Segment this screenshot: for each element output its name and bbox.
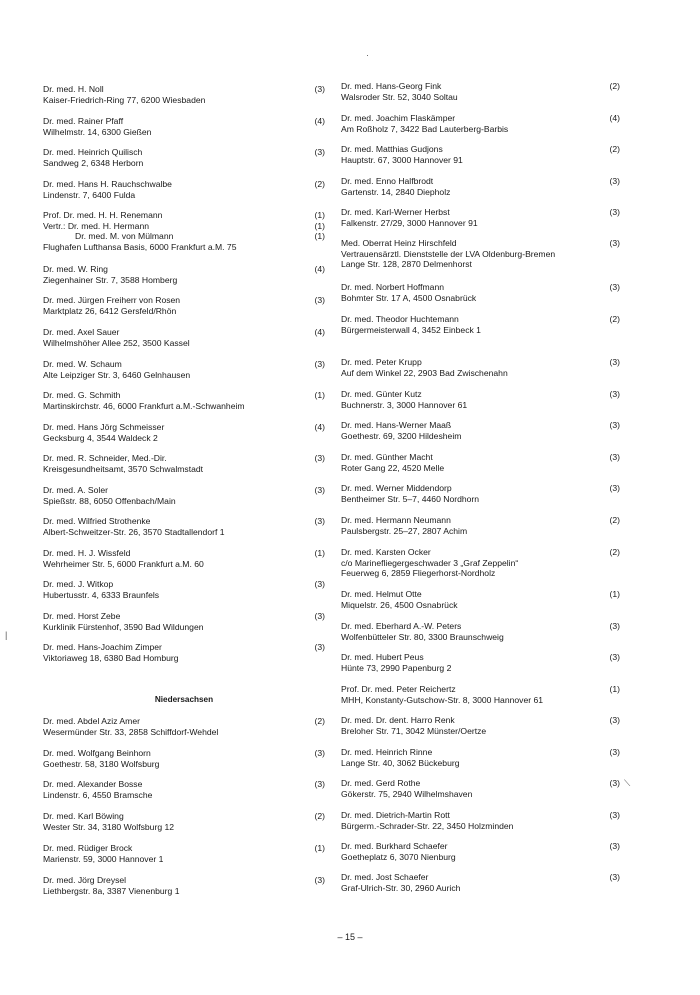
entry-name: Dr. med. Günther Macht xyxy=(341,452,433,462)
entry-address-line: Graf-Ulrich-Str. 30, 2960 Aurich xyxy=(341,882,461,893)
entry-code: (2) xyxy=(609,515,620,525)
entry-address-line: Wesermünder Str. 33, 2858 Schiffdorf-Wehdel xyxy=(43,726,219,737)
entry-address-line: Bürgermeisterwall 4, 3452 Einbeck 1 xyxy=(341,324,481,335)
entry-code: (3) xyxy=(314,147,325,157)
entry-name: Dr. med. Helmut Otte xyxy=(341,589,422,599)
entry-address-line: Flughafen Lufthansa Basis, 6000 Frankfurt a.M. 75 xyxy=(43,241,237,252)
entry-code: (3) xyxy=(609,778,620,788)
entry-address-line: Roter Gang 22, 4520 Melle xyxy=(341,462,445,473)
directory-entry xyxy=(43,579,325,600)
entry-code: (3) xyxy=(609,238,620,248)
directory-entry xyxy=(43,716,325,737)
margin-stroke: ⟍ xyxy=(624,778,631,788)
entry-address-line: Martinskirchstr. 46, 6000 Frankfurt a.M.-Schwanheim xyxy=(43,400,245,411)
directory-entry xyxy=(43,179,325,200)
entry-address-line: Kaiser-Friedrich-Ring 77, 6200 Wiesbaden xyxy=(43,94,206,105)
entry-name: Dr. med. R. Schneider, Med.-Dir. xyxy=(43,453,167,463)
entry-address-line: Wilhelmstr. 14, 6300 Gießen xyxy=(43,126,152,137)
entry-name: Dr. med. Eberhard A.-W. Peters xyxy=(341,621,462,631)
entry-code: (3) xyxy=(609,420,620,430)
entry-code: (3) xyxy=(609,715,620,725)
directory-entry xyxy=(341,684,620,705)
entry-name: Dr. med. Karl Böwing xyxy=(43,811,124,821)
directory-entry xyxy=(43,453,325,474)
directory-entry xyxy=(341,452,620,473)
entry-code: (2) xyxy=(609,81,620,91)
entry-code: (3) xyxy=(314,516,325,526)
entry-address-line: Bürgerm.-Schrader-Str. 22, 3450 Holzminden xyxy=(341,820,514,831)
entry-address-line: Lange Str. 128, 2870 Delmenhorst xyxy=(341,259,472,270)
entry-name: Dr. med. W. Schaum xyxy=(43,359,122,369)
entry-code: (3) xyxy=(314,485,325,495)
entry-name: Dr. med. Gerd Rothe xyxy=(341,778,421,788)
entry-name: Dr. med. Norbert Hoffmann xyxy=(341,282,445,292)
entry-name: Dr. med. G. Schmith xyxy=(43,390,121,400)
directory-entry xyxy=(341,144,620,165)
entry-code: (3) xyxy=(314,579,325,589)
entry-address-line: Vertrauensärztl. Dienststelle der LVA Oldenburg-Bremen xyxy=(341,248,556,259)
directory-entry xyxy=(341,113,620,134)
entry-name: Dr. med. Hans-Georg Fink xyxy=(341,81,442,91)
entry-name: Med. Oberrat Heinz Hirschfeld xyxy=(341,238,457,248)
entry-name: Dr. med. Hermann Neumann xyxy=(341,515,451,525)
entry-name: Dr. med. W. Ring xyxy=(43,264,108,274)
directory-entry xyxy=(43,611,325,632)
directory-entry xyxy=(43,779,325,800)
directory-entry xyxy=(341,314,620,335)
entry-code: (3) xyxy=(314,453,325,463)
entry-code: (4) xyxy=(314,116,325,126)
directory-entry xyxy=(43,295,325,316)
entry-name: Dr. med. Dr. dent. Harro Renk xyxy=(341,715,455,725)
entry-address-line: Goethestr. 58, 3180 Wolfsburg xyxy=(43,758,160,769)
directory-entry xyxy=(341,207,620,228)
entry-code: (3) xyxy=(314,748,325,758)
entry-address-line: Miquelstr. 26, 4500 Osnabrück xyxy=(341,599,458,610)
entry-code: (3) xyxy=(609,357,620,367)
entry-code: (3) xyxy=(609,841,620,851)
entry-name: Dr. med. Hans H. Rauchschwalbe xyxy=(43,179,172,189)
entry-address-line: c/o Marinefliegergeschwader 3 „Graf Zeppelin“ xyxy=(341,557,519,568)
entry-name: Dr. med. Jürgen Freiherr von Rosen xyxy=(43,295,181,305)
entry-name: Prof. Dr. med. H. H. Renemann xyxy=(43,210,163,220)
entry-address-line: Falkenstr. 27/29, 3000 Hannover 91 xyxy=(341,217,478,228)
entry-name: Dr. med. H. J. Wissfeld xyxy=(43,548,131,558)
page-number: – 15 – xyxy=(337,932,363,942)
entry-code: (3) xyxy=(314,84,325,94)
directory-entry xyxy=(341,483,620,504)
entry-address-line: Kurklinik Fürstenhof, 3590 Bad Wildungen xyxy=(43,621,204,632)
directory-entry xyxy=(43,843,325,864)
entry-address-line: Sandweg 2, 6348 Herborn xyxy=(43,157,144,168)
entry-code: (2) xyxy=(609,547,620,557)
directory-entry xyxy=(341,389,620,410)
entry-name: Dr. med. Alexander Bosse xyxy=(43,779,143,789)
entry-name: Dr. med. J. Witkop xyxy=(43,579,114,589)
directory-entry xyxy=(43,875,325,896)
entry-code: (1) xyxy=(609,589,620,599)
directory-entry xyxy=(341,282,620,303)
entry-address-line: Alte Leipziger Str. 3, 6460 Gelnhausen xyxy=(43,369,191,380)
directory-entry xyxy=(341,778,620,799)
entry-code: (1) xyxy=(314,210,325,220)
entry-name: Dr. med. Hans Jörg Schmeisser xyxy=(43,422,165,432)
entry-code: (4) xyxy=(314,264,325,274)
entry-code: (3) xyxy=(609,483,620,493)
directory-entry xyxy=(341,357,620,378)
entry-name: Dr. med. Abdel Aziz Amer xyxy=(43,716,140,726)
directory-entry xyxy=(43,264,325,285)
directory-entry xyxy=(43,116,325,137)
entry-name: Dr. med. Dietrich-Martin Rott xyxy=(341,810,450,820)
entry-code: (3) xyxy=(314,611,325,621)
directory-entry xyxy=(43,422,325,443)
entry-name: Dr. med. Hans-Joachim Zimper xyxy=(43,642,162,652)
entry-address-line: Auf dem Winkel 22, 2903 Bad Zwischenahn xyxy=(341,367,508,378)
entry-code: (3) xyxy=(609,652,620,662)
entry-name: Dr. med. Wolfgang Beinhorn xyxy=(43,748,151,758)
directory-entry xyxy=(341,652,620,673)
entry-address-line: Gartenstr. 14, 2840 Diepholz xyxy=(341,186,451,197)
entry-address-line: Bentheimer Str. 5–7, 4460 Nordhorn xyxy=(341,493,480,504)
entry-code: (2) xyxy=(314,179,325,189)
directory-entry xyxy=(43,84,325,105)
entry-code: (3) xyxy=(609,389,620,399)
directory-entry xyxy=(43,811,325,832)
entry-code: (3) xyxy=(609,176,620,186)
section-heading-niedersachsen: Niedersachsen xyxy=(154,695,214,704)
entry-name: Dr. med. Joachim Flaskämper xyxy=(341,113,456,123)
entry-code: (3) xyxy=(609,872,620,882)
directory-entry xyxy=(43,359,325,380)
entry-code: (3) xyxy=(609,747,620,757)
entry-name: Dr. med. Karsten Ocker xyxy=(341,547,431,557)
directory-entry xyxy=(43,642,325,663)
directory-entry xyxy=(341,747,620,768)
entry-name: Dr. med. A. Soler xyxy=(43,485,108,495)
entry-code: (2) xyxy=(314,811,325,821)
entry-address-line: Wester Str. 34, 3180 Wolfsburg 12 xyxy=(43,821,175,832)
directory-entry xyxy=(341,872,620,893)
entry-name: Dr. med. Peter Krupp xyxy=(341,357,422,367)
entry-name: Dr. med. Matthias Gudjons xyxy=(341,144,443,154)
scan-dot: · xyxy=(366,50,369,60)
entry-address-line: Liethbergstr. 8a, 3387 Vienenburg 1 xyxy=(43,885,180,896)
entry-address-line: Gökerstr. 75, 2940 Wilhelmshaven xyxy=(341,788,473,799)
entry-name: Dr. med. Werner Middendorp xyxy=(341,483,452,493)
entry-address-line: Walsroder Str. 52, 3040 Soltau xyxy=(341,91,458,102)
entry-name: Dr. med. Axel Sauer xyxy=(43,327,120,337)
entry-name: Dr. med. Theodor Huchtemann xyxy=(341,314,459,324)
entry-name: Dr. med. Günter Kutz xyxy=(341,389,422,399)
entry-name: Dr. med. Rainer Pfaff xyxy=(43,116,124,126)
entry-address-line: Gecksburg 4, 3544 Waldeck 2 xyxy=(43,432,158,443)
directory-entry xyxy=(341,589,620,610)
directory-entry xyxy=(341,841,620,862)
entry-code: (1) xyxy=(314,231,325,242)
directory-entry xyxy=(341,515,620,536)
entry-code: (3) xyxy=(609,282,620,292)
entry-address-line: Albert-Schweitzer-Str. 26, 3570 Stadtallendorf 1 xyxy=(43,526,225,537)
entry-address-line: Hubertusstr. 4, 6333 Braunfels xyxy=(43,589,160,600)
directory-entry xyxy=(43,485,325,506)
entry-address-line: Hauptstr. 67, 3000 Hannover 91 xyxy=(341,154,463,165)
directory-entry xyxy=(43,516,325,537)
entry-code: (1) xyxy=(314,843,325,853)
entry-address-line: Am Roßholz 7, 3422 Bad Lauterberg-Barbis xyxy=(341,123,509,134)
directory-entry xyxy=(43,390,325,411)
entry-code: (3) xyxy=(314,295,325,305)
entry-name: Dr. med. Karl-Werner Herbst xyxy=(341,207,450,217)
entry-address-line: Vertr.: Dr. med. H. Hermann xyxy=(43,220,150,231)
entry-address-line: Wolfenbütteler Str. 80, 3300 Braunschweig xyxy=(341,631,504,642)
entry-name: Dr. med. Enno Halfbrodt xyxy=(341,176,434,186)
directory-entry xyxy=(43,147,325,168)
entry-code: (3) xyxy=(609,207,620,217)
entry-name: Dr. med. Rüdiger Brock xyxy=(43,843,133,853)
directory-entry xyxy=(341,715,620,736)
entry-address-line: MHH, Konstanty-Gutschow-Str. 8, 3000 Hannover 61 xyxy=(341,694,544,705)
entry-code: (2) xyxy=(609,144,620,154)
entry-name: Dr. med. Heinrich Quilisch xyxy=(43,147,143,157)
directory-entry xyxy=(341,547,620,579)
directory-entry xyxy=(341,810,620,831)
entry-code: (3) xyxy=(609,621,620,631)
entry-name: Dr. med. Jörg Dreysel xyxy=(43,875,127,885)
directory-entry xyxy=(341,176,620,197)
entry-address-line: Goetheplatz 6, 3070 Nienburg xyxy=(341,851,456,862)
entry-code: (3) xyxy=(609,810,620,820)
entry-name: Dr. med. Horst Zebe xyxy=(43,611,121,621)
entry-address-line: Lange Str. 40, 3062 Bückeburg xyxy=(341,757,460,768)
entry-code: (4) xyxy=(609,113,620,123)
entry-code: (1) xyxy=(609,684,620,694)
entry-name: Dr. med. H. Noll xyxy=(43,84,104,94)
directory-entry xyxy=(341,420,620,441)
margin-mark: | xyxy=(5,630,8,640)
entry-code: (3) xyxy=(314,359,325,369)
entry-address-line: Viktoriaweg 18, 6380 Bad Homburg xyxy=(43,652,179,663)
entry-code: (1) xyxy=(314,390,325,400)
directory-entry xyxy=(43,210,325,252)
entry-code: (4) xyxy=(314,327,325,337)
entry-address-line: Breloher Str. 71, 3042 Münster/Oertze xyxy=(341,725,487,736)
entry-code: (2) xyxy=(314,716,325,726)
entry-code: (2) xyxy=(609,314,620,324)
entry-name: Prof. Dr. med. Peter Reichertz xyxy=(341,684,456,694)
entry-address-line: Lindenstr. 7, 6400 Fulda xyxy=(43,189,136,200)
entry-code: (3) xyxy=(314,642,325,652)
entry-address-line: Spießstr. 88, 6050 Offenbach/Main xyxy=(43,495,176,506)
directory-entry xyxy=(43,548,325,569)
entry-codes xyxy=(305,210,325,242)
entry-address-line: Ziegenhainer Str. 7, 3588 Homberg xyxy=(43,274,178,285)
directory-entry xyxy=(341,621,620,642)
entry-name: Dr. med. Hubert Peus xyxy=(341,652,424,662)
entry-address-line: Wehrheimer Str. 5, 6000 Frankfurt a.M. 60 xyxy=(43,558,204,569)
entry-address-line: Kreisgesundheitsamt, 3570 Schwalmstadt xyxy=(43,463,204,474)
entry-code: (1) xyxy=(314,548,325,558)
entry-address-line: Dr. med. M. von Mülmann xyxy=(75,231,174,242)
entry-name: Dr. med. Jost Schaefer xyxy=(341,872,429,882)
entry-name: Dr. med. Wilfried Strothenke xyxy=(43,516,151,526)
entry-address-line: Paulsbergstr. 25–27, 2807 Achim xyxy=(341,525,468,536)
entry-code: (1) xyxy=(314,220,325,231)
entry-code: (4) xyxy=(314,422,325,432)
entry-name: Dr. med. Burkhard Schaefer xyxy=(341,841,448,851)
directory-entry xyxy=(43,748,325,769)
entry-address-line: Marienstr. 59, 3000 Hannover 1 xyxy=(43,853,164,864)
entry-code: (3) xyxy=(314,875,325,885)
entry-name: Dr. med. Hans-Werner Maaß xyxy=(341,420,452,430)
directory-entry xyxy=(341,81,620,102)
entry-address-line: Bohmter Str. 17 A, 4500 Osnabrück xyxy=(341,292,477,303)
entry-address-line: Marktplatz 26, 6412 Gersfeld/Rhön xyxy=(43,305,177,316)
entry-address-line: Goethestr. 69, 3200 Hildesheim xyxy=(341,430,462,441)
entry-name: Dr. med. Heinrich Rinne xyxy=(341,747,433,757)
entry-address-line: Hünte 73, 2990 Papenburg 2 xyxy=(341,662,452,673)
entry-address-line: Buchnerstr. 3, 3000 Hannover 61 xyxy=(341,399,468,410)
entry-code: (3) xyxy=(314,779,325,789)
directory-entry xyxy=(43,327,325,348)
entry-address-line: Wilhelmshöher Allee 252, 3500 Kassel xyxy=(43,337,190,348)
entry-address-line: Feuerweg 6, 2859 Fliegerhorst-Nordholz xyxy=(341,568,496,579)
entry-code: (3) xyxy=(609,452,620,462)
entry-address-line: Lindenstr. 6, 4550 Bramsche xyxy=(43,789,153,800)
directory-entry xyxy=(341,238,620,270)
